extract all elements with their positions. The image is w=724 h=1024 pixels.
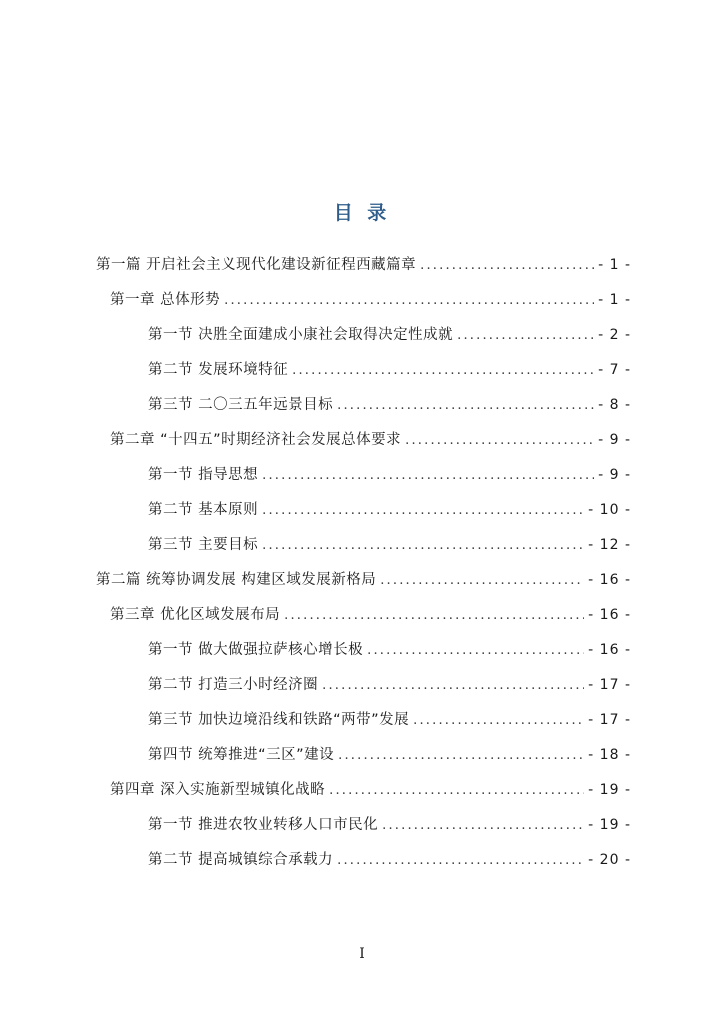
toc-entry-section[interactable] xyxy=(148,497,631,523)
toc-entry-page: - 16 - xyxy=(588,572,631,588)
toc-entry-page: - 19 - xyxy=(588,782,631,798)
toc-entry-part[interactable] xyxy=(96,567,631,593)
toc-entry-text: 第四章 深入实施新型城镇化战略 xyxy=(110,782,326,798)
toc-entry-section[interactable] xyxy=(148,742,631,768)
toc-entry-text: 第二篇 统筹协调发展 构建区域发展新格局 xyxy=(96,572,377,588)
toc-leader-dots xyxy=(262,533,584,558)
toc-leader-dots xyxy=(382,813,584,838)
toc-entry-page: - 16 - xyxy=(588,607,631,623)
toc-leader-dots xyxy=(224,288,594,313)
toc-entry-section[interactable] xyxy=(148,462,631,488)
toc-entry-page: - 17 - xyxy=(588,712,631,728)
toc-entry-page: - 1 - xyxy=(598,292,631,308)
toc-entry-section[interactable] xyxy=(148,532,631,558)
toc-entry-page: - 7 - xyxy=(598,362,631,378)
toc-entry-text: 第二节 提高城镇综合承载力 xyxy=(148,852,334,868)
toc-entry-page: - 19 - xyxy=(588,817,631,833)
toc-entry-section[interactable] xyxy=(148,812,631,838)
toc-title: 目 录 xyxy=(333,202,391,224)
toc-entry-chapter[interactable] xyxy=(110,287,631,313)
toc-entry-page: - 9 - xyxy=(598,467,631,483)
toc-entry-page: - 18 - xyxy=(588,747,631,763)
toc-leader-dots xyxy=(284,603,584,628)
toc-entry-chapter[interactable] xyxy=(110,777,631,803)
toc-entry-page: - 10 - xyxy=(588,502,631,518)
toc-entry-text: 第三节 主要目标 xyxy=(148,537,259,553)
toc-entry-text: 第一篇 开启社会主义现代化建设新征程西藏篇章 xyxy=(96,257,417,273)
toc-leader-dots xyxy=(262,463,594,488)
toc-entry-page: - 8 - xyxy=(598,397,631,413)
toc-entry-page: - 17 - xyxy=(588,677,631,693)
toc-leader-dots xyxy=(380,568,584,593)
toc-entry-section[interactable] xyxy=(148,707,631,733)
page-number: I xyxy=(359,946,365,962)
toc-leader-dots xyxy=(337,848,584,873)
toc-entry-page: - 1 - xyxy=(598,257,631,273)
toc-entry-part[interactable] xyxy=(96,252,631,278)
toc-entry-section[interactable] xyxy=(148,637,631,663)
toc-entry-text: 第三节 二〇三五年远景目标 xyxy=(148,397,334,413)
toc-entry-text: 第一节 推进农牧业转移人口市民化 xyxy=(148,817,379,833)
toc-leader-dots xyxy=(262,498,584,523)
toc-entry-text: 第二节 发展环境特征 xyxy=(148,362,289,378)
toc-entry-text: 第一节 做大做强拉萨核心增长极 xyxy=(148,642,364,658)
toc-entry-page: - 9 - xyxy=(598,432,631,448)
toc-leader-dots xyxy=(338,743,584,768)
toc-entry-page: - 2 - xyxy=(598,327,631,343)
toc-entry-text: 第一节 指导思想 xyxy=(148,467,259,483)
toc-entry-text: 第一节 决胜全面建成小康社会取得决定性成就 xyxy=(148,327,454,343)
toc-entry-section[interactable] xyxy=(148,847,631,873)
toc-leader-dots xyxy=(420,253,594,278)
toc-leader-dots xyxy=(292,358,594,383)
toc-leader-dots xyxy=(329,778,584,803)
toc-leader-dots xyxy=(337,393,594,418)
toc-entry-section[interactable] xyxy=(148,392,631,418)
toc-leader-dots xyxy=(457,323,594,348)
toc-entry-chapter[interactable] xyxy=(110,427,631,453)
toc-entry-page: - 16 - xyxy=(588,642,631,658)
toc-entry-text: 第二章 “十四五”时期经济社会发展总体要求 xyxy=(110,432,402,448)
toc-entry-page: - 20 - xyxy=(588,852,631,868)
toc-entry-text: 第三节 加快边境沿线和铁路“两带”发展 xyxy=(148,712,410,728)
toc-entry-text: 第二节 基本原则 xyxy=(148,502,259,518)
toc-entry-section[interactable] xyxy=(148,322,631,348)
toc-entry-page: - 12 - xyxy=(588,537,631,553)
toc-entry-section[interactable] xyxy=(148,672,631,698)
toc-entry-section[interactable] xyxy=(148,357,631,383)
toc-leader-dots xyxy=(367,638,584,663)
toc-entry-chapter[interactable] xyxy=(110,602,631,628)
toc-leader-dots xyxy=(405,428,594,453)
toc-entry-text: 第四节 统筹推进“三区”建设 xyxy=(148,747,335,763)
toc-leader-dots xyxy=(322,673,584,698)
toc-entry-text: 第一章 总体形势 xyxy=(110,292,221,308)
toc-entry-text: 第二节 打造三小时经济圈 xyxy=(148,677,319,693)
toc-leader-dots xyxy=(413,708,584,733)
toc-entry-text: 第三章 优化区域发展布局 xyxy=(110,607,281,623)
